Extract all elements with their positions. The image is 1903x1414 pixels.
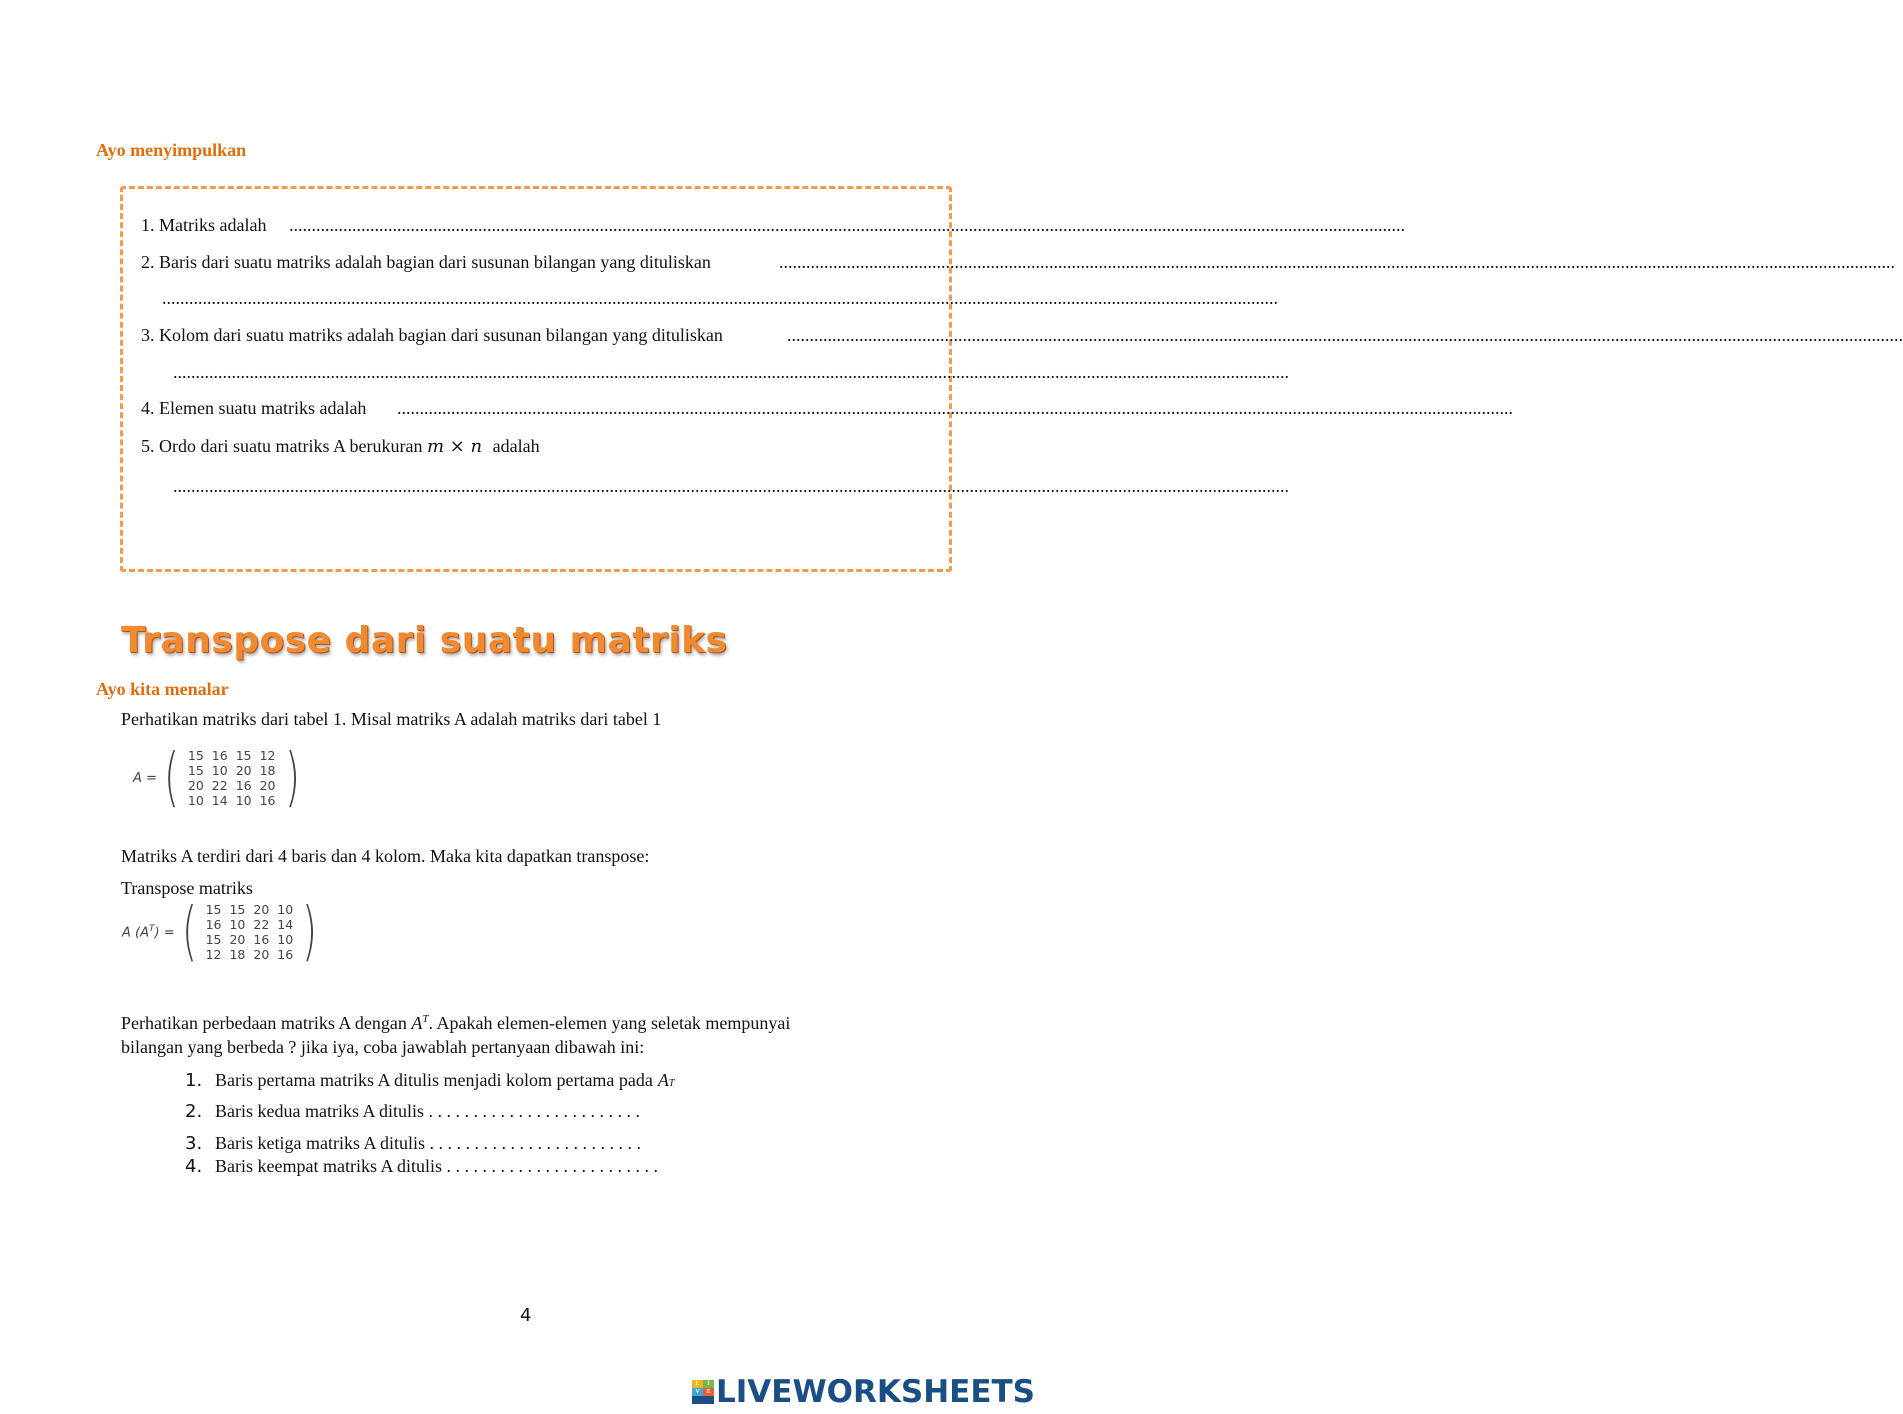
left-paren: (	[163, 741, 179, 815]
liveworksheets-logo[interactable]	[692, 1374, 1035, 1410]
question-2: 2. Baris kedua matriks A ditulis . . . . . . . . . . . . . . . . . . . . . . . .	[185, 1101, 640, 1122]
question-3: 3. Baris ketiga matriks A ditulis . . . . . . . . . . . . . . . . . . . . . . . .	[185, 1133, 641, 1154]
matrix-a-table: 15 16 15 12 15 10 20 18 20 22 16 20 10 14 10 16	[187, 748, 276, 808]
matrix-a	[133, 741, 304, 815]
section-heading-reason: Ayo kita menalar	[96, 679, 229, 699]
answer-blank-4[interactable]	[397, 398, 917, 419]
matrix-at-label: A $(A^T)$ =	[122, 923, 175, 941]
answer-blank-5[interactable]	[173, 476, 881, 497]
math-m-times-n: m × n	[426, 436, 483, 457]
conclusion-item-1: 1. Matriks adalah	[141, 215, 267, 235]
matrix-a-label: A =	[133, 770, 157, 786]
question-2-blank[interactable]: Baris kedua matriks A ditulis . . . . . . . . . . . . . . . . . . . . . . . .	[215, 1101, 640, 1121]
answer-blank-3b[interactable]	[173, 362, 918, 383]
answer-blank-2b[interactable]	[162, 288, 912, 309]
answer-blank-3a[interactable]	[787, 325, 915, 346]
section-heading-conclude: Ayo menyimpulkan	[96, 140, 247, 160]
compare-paragraph-line2: bilangan yang berbeda ? jika iya, coba jawablah pertanyaan dibawah ini:	[121, 1037, 645, 1057]
intro-text: Perhatikan matriks dari tabel 1. Misal matriks A adalah matriks dari tabel 1	[121, 709, 662, 729]
matrix-at-table: 15 15 20 10 16 10 22 14 15 20 16 10 12 18 20 16	[205, 902, 294, 962]
right-paren: )	[302, 895, 318, 969]
conclusion-item-5: 5. Ordo dari suatu matriks A berukuran m × n adalah	[141, 436, 540, 457]
page-number: 4	[520, 1305, 532, 1326]
question-4: 4. Baris keempat matriks A ditulis . . . . . . . . . . . . . . . . . . . . . . . .	[185, 1156, 658, 1177]
liveworksheets-logo-icon: L I V E	[692, 1380, 714, 1404]
left-paren: (	[181, 895, 197, 969]
question-3-blank[interactable]: Baris ketiga matriks A ditulis . . . . . . . . . . . . . . . . . . . . . . . .	[215, 1133, 641, 1153]
conclusion-item-4: 4. Elemen suatu matriks adalah	[141, 398, 367, 418]
compare-paragraph: Perhatikan perbedaan matriks A dengan $A^T$. Apakah elemen-elemen yang seletak mempunyai	[121, 1013, 791, 1033]
section-title-transpose: Transpose dari suatu matriks	[121, 620, 728, 661]
answer-blank-1[interactable]	[289, 215, 913, 236]
conclusion-item-3: 3. Kolom dari suatu matriks adalah bagian dari susunan bilangan yang dituliskan	[141, 325, 723, 345]
right-paren: )	[284, 741, 300, 815]
transpose-label: Transpose matriks	[121, 878, 253, 898]
question-1: 1. Baris pertama matriks A ditulis menjadi kolom pertama pada A T	[185, 1070, 675, 1091]
question-4-blank[interactable]: Baris keempat matriks A ditulis . . . . . . . . . . . . . . . . . . . . . . . .	[215, 1156, 658, 1176]
answer-blank-2a[interactable]	[779, 252, 916, 273]
liveworksheets-wordmark: LIVEWORKSHEETS	[716, 1374, 1035, 1410]
conclusion-item-2: 2. Baris dari suatu matriks adalah bagian dari susunan bilangan yang dituliskan	[141, 252, 711, 272]
statement-text: Matriks A terdiri dari 4 baris dan 4 kolom. Maka kita dapatkan transpose:	[121, 846, 650, 866]
matrix-a-transpose	[122, 895, 322, 969]
